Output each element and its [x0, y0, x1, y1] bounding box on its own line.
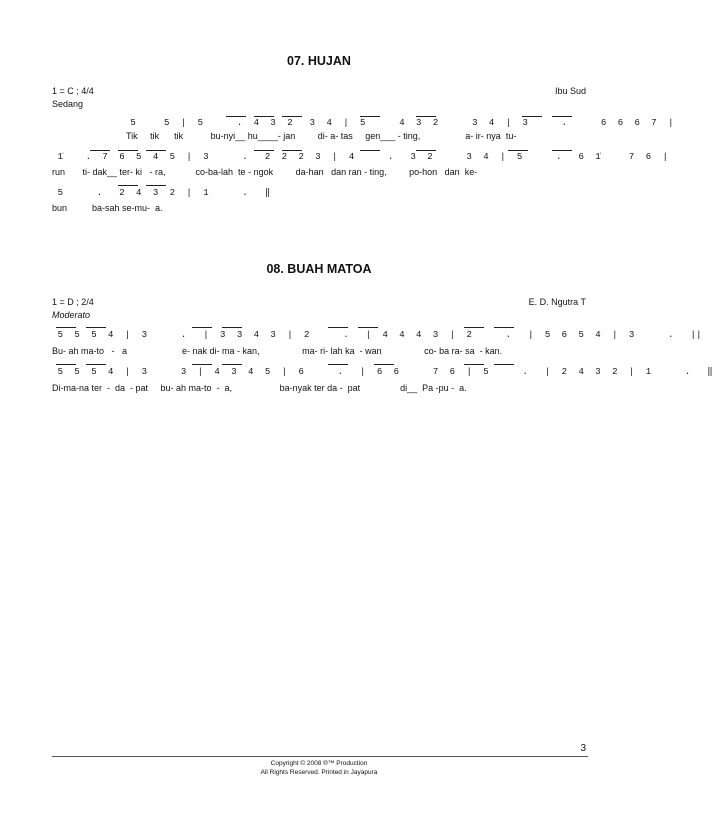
lyrics-line: Di-ma-na ter - da - pat bu- ah ma-to - a, ba-nyak ter da - pat di__ Pa -pu - a. [52, 383, 467, 393]
notation-line: 5 5 5 4 | 3 . | 3 3 4 3 | 2 . | 4 4 4 3 | 2 . | 5 6 5 4 | 3 . || [52, 330, 702, 340]
song-tempo: Moderato [52, 310, 91, 320]
song-composer: E. D. Ngutra T [528, 297, 586, 307]
notation-line: 5 5 | 5 . 4 3 2 3 4 | 5 4 3 2 3 4 | 3 . 6 6 6 7 | [52, 118, 674, 128]
song-title: 07. HUJAN [287, 54, 351, 68]
notation-line: 5 5 5 4 | 3 3 | 4 3 4 5 | 6 . | 6 6 7 6 | 5 . | 2 4 3 2 | 1 . ‖ [52, 367, 713, 377]
notation-line: 1̇ . 7 6 5 4 5 | 3 . 2 2 2 3 | 4 . 3 2 3 4 | 5 . 6 1̇ 7 6 | [52, 152, 669, 162]
song-title: 08. BUAH MATOA [266, 262, 372, 276]
song-key: 1 = D ; 2/4 [52, 297, 94, 307]
lyrics-line: bun ba-sah se-mu- a. [52, 203, 163, 213]
lyrics-line: Bu- ah ma-to - a e- nak di- ma - kan, ma- ri- lah ka - wan co- ba ra- sa - kan. [52, 346, 503, 356]
notation-line: 5 . 2 4 3 2 | 1 . ‖ [52, 188, 271, 198]
footer-copyright: Copyright © 2008 ®™ Production [270, 760, 368, 767]
song-composer: Ibu Sud [554, 86, 586, 96]
footer-rights: All Rights Reserved. Printed in Jayapura [260, 769, 378, 776]
lyrics-line: run ti- dak__ ter- ki - ra, co-ba-lah te - ngok da-han dan ran - ting, po-hon dan ke- [52, 167, 478, 177]
lyrics-line: Tik tik tik bu-nyi__ hu____- jan di- a- tas gen___ - ting, a- ir- nya tu- [126, 131, 517, 141]
song-key: 1 = C ; 4/4 [52, 86, 94, 96]
page-number: 3 [580, 743, 586, 754]
song-tempo: Sedang [52, 99, 84, 109]
